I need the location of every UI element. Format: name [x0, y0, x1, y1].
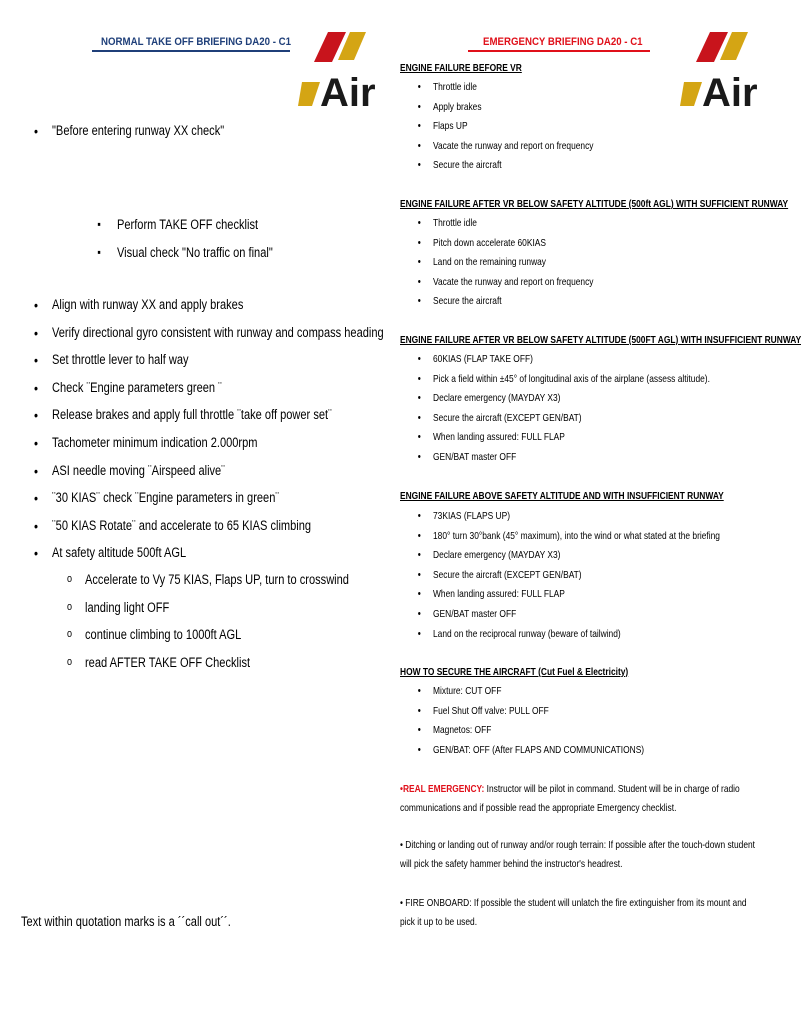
callout-footnote: Text within quotation marks is a ´´call out´´. — [21, 914, 231, 929]
list-item: • GEN/BAT: OFF (After FLAPS AND COMMUNICATIONS) — [433, 744, 644, 764]
left-first-item — [52, 123, 224, 138]
title-underline — [92, 50, 290, 52]
list-item: • Mixture: CUT OFF — [433, 685, 644, 705]
fire-onboard-note: • FIRE ONBOARD: If possible the student will unlatch the fire extinguisher from its mount and pick it up to be used. — [400, 897, 747, 928]
list-item: • Verify directional gyro consistent with runway and compass heading — [52, 325, 384, 353]
real-emergency-text: Instructor will be pilot in command. Student will be in charge of radio communications and if possible read the appropriate Emergency checklist. — [400, 783, 740, 814]
list-item: ▪ Visual check "No traffic on final" — [117, 245, 273, 273]
list-item: • Apply brakes — [433, 101, 593, 121]
section-list — [433, 510, 720, 647]
list-item: o continue climbing to 1000ft AGL — [85, 627, 349, 655]
list-item: • 180° turn 30°bank (45° maximum), into the wind or what stated at the briefing — [433, 530, 720, 550]
list-item: • When landing assured: FULL FLAP — [433, 588, 720, 608]
list-item: • At safety altitude 500ft AGL — [52, 545, 384, 573]
section-list — [433, 685, 644, 763]
list-item: • Magnetos: OFF — [433, 724, 644, 744]
list-item: o landing light OFF — [85, 600, 349, 628]
list-item: • ASI needle moving ¨Airspeed alive¨ — [52, 463, 384, 491]
list-item: • GEN/BAT master OFF — [433, 608, 720, 628]
list-item: • Secure the aircraft (EXCEPT GEN/BAT) — [433, 569, 720, 589]
list-item: • Declare emergency (MAYDAY X3) — [433, 549, 720, 569]
list-item: • Release brakes and apply full throttle ¨take off power set¨ — [52, 407, 384, 435]
section-list — [433, 217, 593, 315]
title-underline — [468, 50, 650, 52]
section-list — [433, 81, 593, 179]
section-title: ENGINE FAILURE ABOVE SAFETY ALTITUDE AND WITH INSUFFICIENT RUNWAY — [400, 490, 724, 502]
pre-runway-sublist — [117, 217, 273, 272]
list-item: • 60KIAS (FLAP TAKE OFF) — [433, 353, 710, 373]
normal-briefing-title: NORMAL TAKE OFF BRIEFING DA20 - C1 — [101, 36, 292, 48]
section-title: ENGINE FAILURE AFTER VR BELOW SAFETY ALTITUDE (500FT AGL) WITH INSUFFICIENT RUNWAY — [400, 334, 801, 346]
list-item: o read AFTER TAKE OFF Checklist — [85, 655, 349, 683]
ditching-note: • Ditching or landing out of runway and/or rough terrain: If possible after the touch-down student will pick the safety hammer behind the instructor's headrest. — [400, 839, 756, 870]
logo-text: Air — [702, 71, 758, 115]
list-item: • Land on the remaining runway — [433, 256, 593, 276]
real-emergency-note — [400, 780, 756, 817]
list-item: • Land on the reciprocal runway (beware of tailwind) — [433, 628, 720, 648]
list-item: • Secure the aircraft — [433, 295, 593, 315]
list-item: • Secure the aircraft — [433, 159, 593, 179]
section-title: ENGINE FAILURE BEFORE VR — [400, 62, 522, 74]
list-item: • GEN/BAT master OFF — [433, 451, 710, 471]
safety-altitude-sublist — [85, 572, 349, 682]
list-item: ▪ Perform TAKE OFF checklist — [117, 217, 273, 245]
list-item: • Throttle idle — [433, 81, 593, 101]
section-list — [433, 353, 710, 471]
list-item: • Vacate the runway and report on frequency — [433, 140, 593, 160]
list-item: • Secure the aircraft (EXCEPT GEN/BAT) — [433, 412, 710, 432]
list-item-text: "Before entering runway XX check" — [52, 123, 225, 138]
list-item: • Check ¨Engine parameters green ¨ — [52, 380, 384, 408]
list-item: • 73KIAS (FLAPS UP) — [433, 510, 720, 530]
list-item: • Throttle idle — [433, 217, 593, 237]
list-item: • Pick a field within ±45° of longitudinal axis of the airplane (assess altitude). — [433, 373, 710, 393]
emergency-briefing-title: EMERGENCY BRIEFING DA20 - C1 — [483, 36, 643, 48]
list-item: • ¨50 KIAS Rotate¨ and accelerate to 65 KIAS climbing — [52, 518, 384, 546]
list-item: • Set throttle lever to half way — [52, 352, 384, 380]
list-item: • ¨30 KIAS¨ check ¨Engine parameters in green¨ — [52, 490, 384, 518]
list-item: • When landing assured: FULL FLAP — [433, 431, 710, 451]
takeoff-procedure-list — [52, 297, 384, 573]
section-title: HOW TO SECURE THE AIRCRAFT (Cut Fuel & Electricity) — [400, 666, 629, 678]
list-item: • Align with runway XX and apply brakes — [52, 297, 384, 325]
list-item: • Fuel Shut Off valve: PULL OFF — [433, 705, 644, 725]
list-item: • Vacate the runway and report on frequency — [433, 276, 593, 296]
list-item: • Tachometer minimum indication 2.000rpm — [52, 435, 384, 463]
list-item: • Flaps UP — [433, 120, 593, 140]
air-logo — [298, 30, 376, 115]
logo-text: Air — [320, 71, 376, 115]
list-item: • Pitch down accelerate 60KIAS — [433, 237, 593, 257]
real-emergency-label: •REAL EMERGENCY: — [400, 783, 485, 795]
air-logo — [680, 30, 758, 115]
list-item: • Declare emergency (MAYDAY X3) — [433, 392, 710, 412]
list-item: o Accelerate to Vy 75 KIAS, Flaps UP, turn to crosswind — [85, 572, 349, 600]
section-title: ENGINE FAILURE AFTER VR BELOW SAFETY ALTITUDE (500ft AGL) WITH SUFFICIENT RUNWAY — [400, 198, 789, 210]
